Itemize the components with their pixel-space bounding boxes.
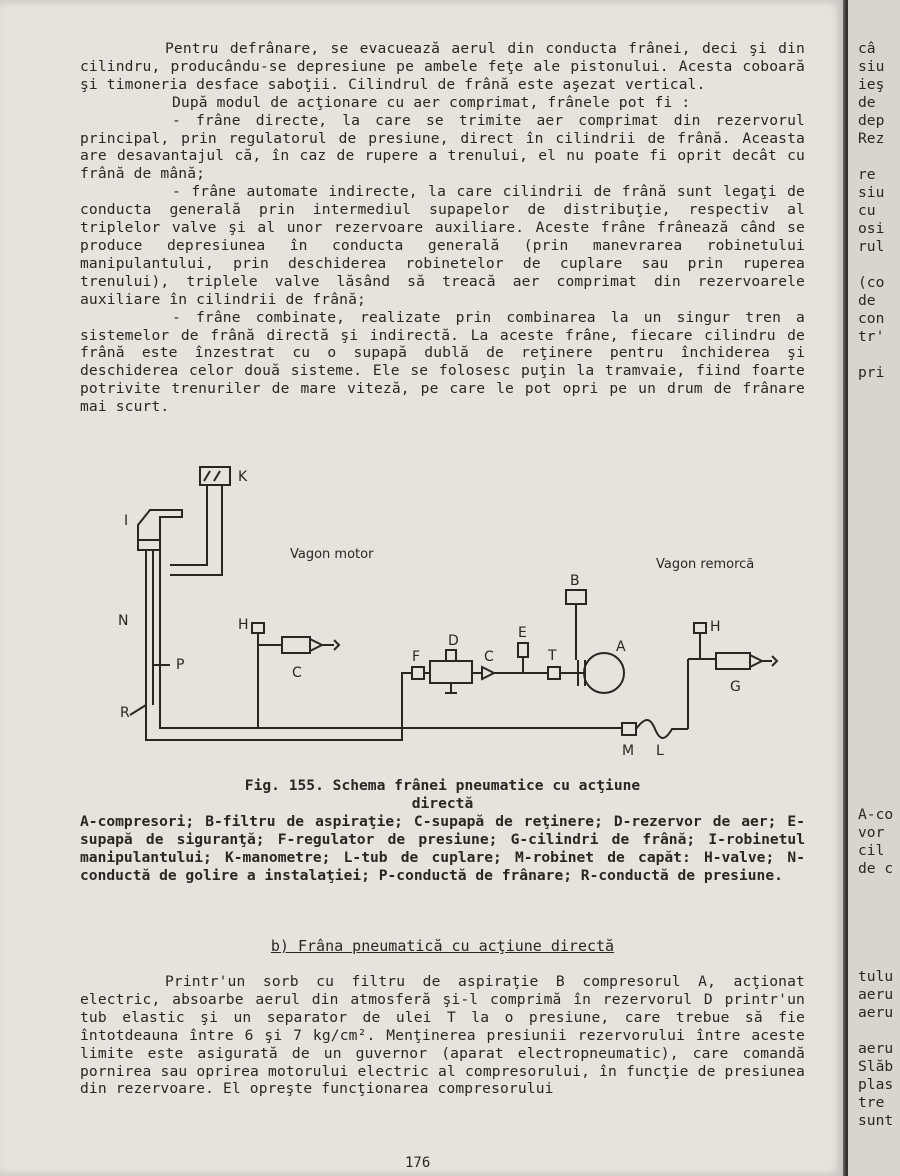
right-fragment: sunt — [858, 1112, 894, 1129]
valve-h-motor — [252, 623, 264, 633]
right-fragment: Slăb — [858, 1058, 894, 1075]
label-m: M — [622, 743, 635, 759]
coupling-hose-l — [636, 720, 688, 738]
right-fragment: câ — [858, 40, 876, 57]
label-vagon-remorca: Vagon remorcă — [656, 557, 755, 572]
right-fragment: tulu — [858, 968, 894, 985]
label-f: F — [412, 649, 421, 665]
label-vagon-motor: Vagon motor — [290, 547, 374, 562]
driver-valve-i — [138, 510, 182, 540]
right-fragment: cu — [858, 202, 876, 219]
right-fragment: plas — [858, 1076, 894, 1093]
brake-cylinder-motor — [282, 637, 310, 653]
pressure-regulator-f — [412, 667, 424, 679]
caption-legend: A-compresori; B-filtru de aspiraţie; C-supapă de reţinere; D-rezervor de aer; E-supapă de siguranţă; F-regulator de presiune; G-cilindri de frână; I-robinetul manipulantului; K-manometre; L-tub de cuplare; M-robinet de capăt: H-valve; N-conductă de golire a instalaţiei; P-conductă de frânare; R-conductă de presiune. — [80, 812, 805, 884]
compressor-a — [584, 653, 624, 693]
right-fragment: vor — [858, 824, 885, 841]
label-c-motor: C — [292, 665, 302, 681]
right-fragment: ieş — [858, 76, 885, 93]
label-a: A — [616, 639, 626, 655]
section-text-block — [80, 973, 805, 1098]
right-fragment: Rez — [858, 130, 885, 147]
label-l: L — [656, 743, 664, 759]
section-title: b) Frâna pneumatică cu acţiune directă — [270, 937, 615, 955]
label-t: T — [548, 648, 557, 664]
label-e: E — [518, 625, 527, 641]
label-d: D — [448, 633, 459, 649]
air-reservoir-d — [430, 661, 472, 683]
right-fragment: tre — [858, 1094, 885, 1111]
right-fragment: con — [858, 310, 885, 327]
paragraph-modul-actionare: După modul de acţionare cu aer comprimat, frânele pot fi : — [172, 93, 691, 111]
right-fragment: aeru — [858, 1040, 894, 1057]
paragraph-frane-directe: - frâne directe, la care se trimite aer comprimat din rezervorul principal, prin regulatorul de presiune, direct în cilindrii de frână. Aceasta are desavantajul că, în caz de rupere a trenului, el nu poate fi oprit decât cu frână de mână; — [80, 111, 805, 183]
label-n: N — [118, 613, 129, 629]
paragraph-frane-combinate: - frâne combinate, realizate prin combinarea la un singur tren a sistemelor de frână directă şi indirectă. La aceste frâne, fiecare cilindru de frână este înzestrat cu o supapă dublă de reţinere pentru închiderea şi deschiderea celor două sisteme. Ele se folosesc puţin la tramvaie, fiind foarte potrivite trenuriler de mare viteză, pe care le pot opri pe un drum de frânare mai scurt. — [80, 308, 805, 416]
right-fragment: re — [858, 166, 876, 183]
right-fragment: aeru — [858, 986, 894, 1003]
label-k: K — [238, 469, 248, 485]
label-c: C — [484, 649, 494, 665]
safety-valve-e — [518, 643, 528, 657]
intake-filter-b — [566, 590, 586, 604]
right-fragment: dep — [858, 112, 885, 129]
label-b: B — [570, 573, 580, 589]
label-h-motor: H — [238, 617, 249, 633]
right-fragment: (co — [858, 274, 885, 291]
right-fragment: cil — [858, 842, 885, 859]
paragraph-frane-automate: - frâne automate indirecte, la care cilindrii de frână sunt legaţi de conducta generală prin intermediul supapelor de distribuţie, respectiv al triplelor valve şi al unor rezervoare auxiliare. Aceste frâne frânează când se produce depresiunea în conducta generală (prin manevrarea robinetului manipulantului, prin deschiderea robinetelor de cuplare sau prin ruperea trenului), triplele valve lăsând să treacă aer comprimat din rezervoarele auxiliare în cilindrii de frână; — [80, 183, 805, 308]
label-r: R — [120, 705, 130, 721]
caption-title-line1: Fig. 155. Schema frânei pneumatice cu acţiune — [244, 777, 641, 794]
right-fragment: de c — [858, 860, 894, 877]
label-g: G — [730, 679, 741, 695]
right-fragment: siu — [858, 58, 885, 75]
manometer-k — [200, 467, 230, 485]
check-valve-c — [482, 667, 494, 679]
label-h-trailer: H — [710, 619, 721, 635]
right-fragment: de — [858, 292, 876, 309]
right-fragment: siu — [858, 184, 885, 201]
right-fragment: de — [858, 94, 876, 111]
brake-schematic-diagram — [0, 455, 845, 785]
right-fragment: tr' — [858, 328, 885, 345]
right-fragment: A-co — [858, 806, 894, 823]
right-fragment: pri — [858, 364, 885, 381]
caption-title-line2: directă — [411, 794, 474, 812]
book-page-right-edge — [848, 0, 900, 1176]
page-number: 176 — [405, 1155, 431, 1171]
label-p: P — [176, 657, 185, 673]
paragraph-section-body: Printr'un sorb cu filtru de aspiraţie B compresorul A, acţionat electric, absoarbe aerul din atmosferă şi-l comprimă în rezervorul D printr'un tub elastic şi un separator de ulei T la o presiune, care trebue să fie întotdeauna între 6 şi 7 kg/cm². Menţinerea presiunii rezervorului între aceste limite este asigurată de un guvernor (aparat electropneumatic), care comandă pornirea sau oprirea motorului electric al compresorului, în funcţie de presiunea din rezervoare. El opreşte funcţionarea compresorului — [80, 973, 805, 1098]
end-cock-m — [622, 723, 636, 735]
label-i: I — [124, 513, 129, 529]
right-fragment: aeru — [858, 1004, 894, 1021]
oil-separator-t — [548, 667, 560, 679]
valve-h-trailer — [694, 623, 706, 633]
right-fragment: rul — [858, 238, 885, 255]
intro-text-block — [80, 40, 805, 416]
right-fragment: osi — [858, 220, 885, 237]
figure-caption — [80, 777, 805, 884]
brake-cylinder-trailer — [716, 653, 750, 669]
paragraph-defranare: Pentru defrânare, se evacuează aerul din conducta frânei, deci şi din cilindru, producându-se depresiune pe ambele feţe ale pistonului. Acesta coboară şi timoneria desface saboţii. Cilindrul de frână este aşezat vertical. — [80, 40, 805, 93]
